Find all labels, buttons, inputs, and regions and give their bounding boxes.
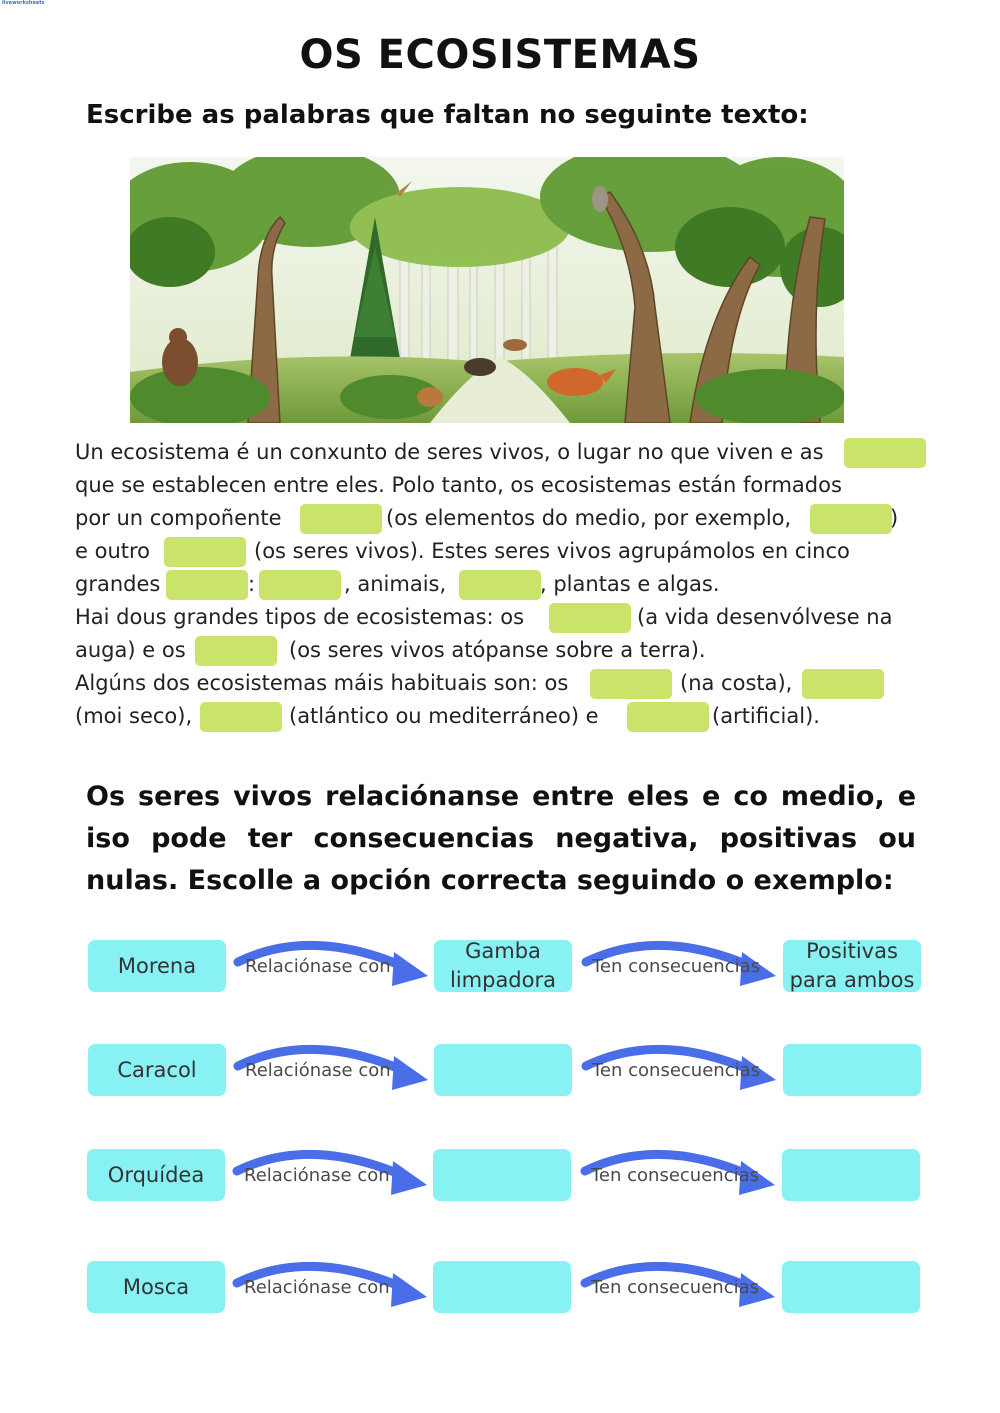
gap-input[interactable] — [549, 603, 631, 633]
paragraph-line: por un compoñente — [75, 506, 282, 530]
relation-label: Relaciónase con — [245, 1060, 391, 1081]
paragraph-line: (os seres vivos). Estes seres vivos agrupámolos en cinco — [254, 539, 850, 563]
paragraph-line: Algúns dos ecosistemas máis habituais son: os — [75, 671, 569, 695]
gap-input[interactable] — [810, 504, 892, 534]
gap-input[interactable] — [844, 438, 926, 468]
partner-box[interactable] — [433, 1261, 571, 1313]
paragraph-line: (os seres vivos atópanse sobre a terra). — [289, 638, 706, 662]
paragraph-line: que se establecen entre eles. Polo tanto, os ecosistemas están formados — [75, 473, 842, 497]
result-box[interactable]: Positivas para ambos — [783, 940, 921, 992]
organism-box: Orquídea — [87, 1149, 225, 1201]
consequence-label: Ten consecuencias — [592, 1060, 761, 1081]
partner-box[interactable] — [433, 1149, 571, 1201]
page-title: OS ECOSISTEMAS — [299, 32, 701, 78]
paragraph-line: Un ecosistema é un conxunto de seres vivos, o lugar no que viven e as — [75, 440, 824, 464]
paragraph-line: , plantas e algas. — [540, 572, 720, 596]
result-box[interactable] — [783, 1044, 921, 1096]
gap-input[interactable] — [802, 669, 884, 699]
instruction-fill-gaps: Escribe as palabras que faltan no seguinte texto: — [86, 100, 809, 130]
organism-box: Caracol — [88, 1044, 226, 1096]
organism-box: Morena — [88, 940, 226, 992]
paragraph-line: (moi seco), — [75, 704, 193, 728]
paragraph-line: grandes — [75, 572, 161, 596]
gap-input[interactable] — [627, 702, 709, 732]
gap-input[interactable] — [300, 504, 382, 534]
forest-illustration — [130, 157, 844, 423]
paragraph-line: , animais, — [344, 572, 447, 596]
paragraph-line: (na costa), — [680, 671, 793, 695]
paragraph-line: ) — [890, 506, 899, 530]
gap-input[interactable] — [590, 669, 672, 699]
consequence-label: Ten consecuencias — [592, 956, 761, 977]
paragraph-line: (os elementos do medio, por exemplo, — [386, 506, 792, 530]
relation-label: Relaciónase con — [244, 1165, 390, 1186]
gap-input[interactable] — [259, 570, 341, 600]
result-box[interactable] — [782, 1149, 920, 1201]
gap-input[interactable] — [459, 570, 541, 600]
consequence-label: Ten consecuencias — [591, 1165, 760, 1186]
paragraph-line: : — [248, 572, 256, 596]
paragraph-line: Hai dous grandes tipos de ecosistemas: os — [75, 605, 525, 629]
gap-input[interactable] — [166, 570, 248, 600]
relation-label: Relaciónase con — [245, 956, 391, 977]
paragraph-line: (atlántico ou mediterráneo) e — [289, 704, 599, 728]
consequence-label: Ten consecuencias — [591, 1277, 760, 1298]
relation-label: Relaciónase con — [244, 1277, 390, 1298]
watermark: liveworksheets — [2, 0, 45, 6]
organism-box: Mosca — [87, 1261, 225, 1313]
result-box[interactable] — [782, 1261, 920, 1313]
partner-box[interactable] — [434, 1044, 572, 1096]
gap-input[interactable] — [164, 537, 246, 567]
instruction-relations: Os seres vivos relaciónanse entre eles e co medio, e iso pode ter consecuencias negativa, positivas ou nulas. Escolle a opción correcta seguindo o exemplo: — [86, 781, 916, 896]
paragraph-line: (artificial). — [712, 704, 820, 728]
gap-input[interactable] — [200, 702, 282, 732]
partner-box[interactable]: Gamba limpadora — [434, 940, 572, 992]
gap-input[interactable] — [195, 636, 277, 666]
paragraph-line: auga) e os — [75, 638, 186, 662]
paragraph-line: (a vida desenvólvese na — [637, 605, 893, 629]
paragraph-line: e outro — [75, 539, 151, 563]
